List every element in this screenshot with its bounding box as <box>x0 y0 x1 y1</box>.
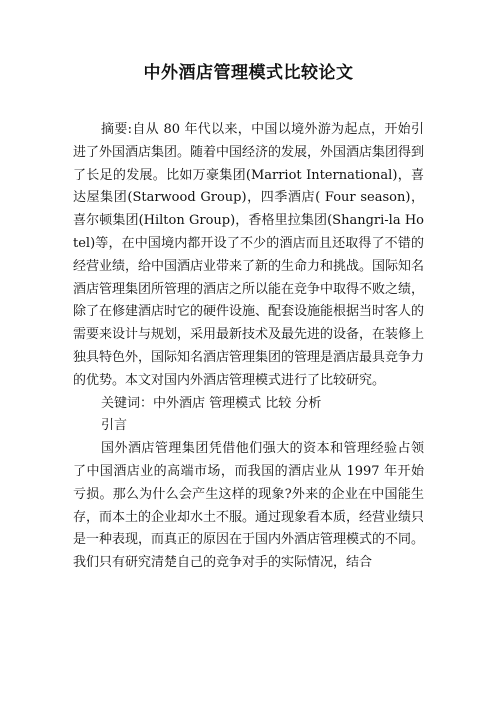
document-body <box>73 119 424 575</box>
keywords-line: 关键词：中外酒店 管理模式 比较 分析 <box>101 395 322 411</box>
abstract-paragraph: 摘要:自从 80 年代以来，中国以境外游为起点，开始引进了外国酒店集团。随着中国经济的发展，外国酒店集团得到了长足的发展。比如万豪集团(Marriot International)，喜达屋集团(Starwood Group)，四季酒店( Four season)，喜尔顿集团(Hilton Group)，香格里拉集团(Shangri-la Hotel)等，在中国境内都开设了不少的酒店而且还取得了不错的经营业绩，给中国酒店业带来了新的生命力和挑战。国际知名酒店管理集团所管理的酒店之所以能在竞争中取得不败之绩，除了在修建酒店时它的硬件设施、配套设施能根据当时客人的需要来设计与规划，采用最新技术及最先进的设备，在装修上独具特色外，国际知名酒店管理集团的管理是酒店最具竞争力的优势。本文对国内外酒店管理模式进行了比较研究。 <box>73 122 425 388</box>
intro-heading: 引言 <box>101 418 128 434</box>
intro-paragraph: 国外酒店管理集团凭借他们强大的资本和管理经验占领了中国酒店业的高端市场，而我国的酒店业从 1997 年开始亏损。那么为什么会产生这样的现象?外来的企业在中国能生存，而本土的企业却水土不服。通过现象看本质，经营业绩只是一种表现，而真正的原因在于国内外酒店管理模式的不同。我们只有研究清楚自己的竞争对手的实际情况，结合 <box>73 441 425 571</box>
document-title: 中外酒店管理模式比较论文 <box>143 63 354 83</box>
